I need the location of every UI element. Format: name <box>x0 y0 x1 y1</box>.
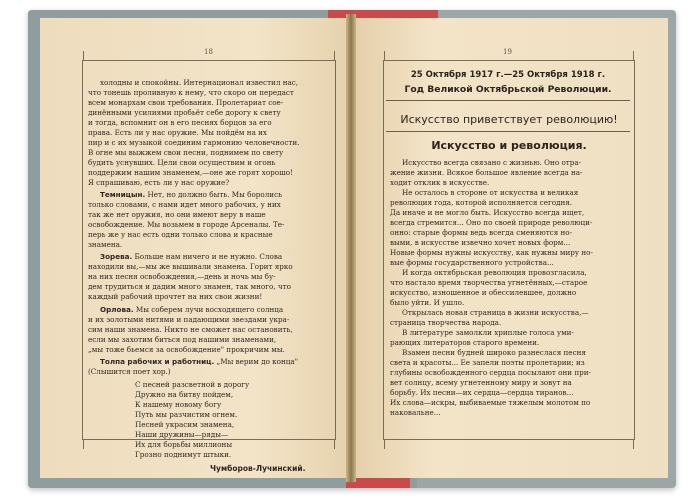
crowd-speech <box>88 357 330 377</box>
speech-line: так же нет оружия, но они имеют веру в наше <box>88 210 266 219</box>
art-heading: Искусство приветствует революцию! <box>400 113 618 126</box>
speech-line: „Мы верим до конца" <box>214 357 299 366</box>
text-line: глубины освобожденного сердца посылают они при- <box>390 368 591 377</box>
frame-tick <box>83 439 84 449</box>
speech-line: каждый рабочий прочтет на них свои жизни! <box>88 292 263 301</box>
verse-line: Дружно на битву пойдем, <box>135 390 234 399</box>
text-line: вет солнцу, всему угнетенному миру и зовут на <box>390 378 572 387</box>
verse-line: К нашему новому богу <box>135 400 222 409</box>
frame-tick <box>334 439 335 449</box>
text-line: жение жизни. Всякое большое явление всегда на- <box>390 168 583 177</box>
text-line: Взамен песни будней широко разнеслася песня <box>402 348 586 357</box>
speech-line: находили вы,—мы же вышивали знамена. Горит ярко <box>88 262 293 271</box>
text-line: Новые формы нужны искусству, как нужны миру но- <box>390 248 593 257</box>
text-line: всем монархам свои требования. Пролетариат сое- <box>88 98 284 107</box>
text-line: Открылась новая страница в жизни искусства,— <box>402 308 589 317</box>
text-line: будить уснувших. Цели свои осуществим и огонь <box>88 158 276 167</box>
speaker-name: Темницын. <box>100 190 146 199</box>
verse-line: Наши дружины—ряды— <box>135 430 229 439</box>
text-line: борьбу. Их песни—их сердца—сердца тиранов... <box>390 388 574 397</box>
right-page-number: 19 <box>503 48 512 56</box>
section-title: Искусство и революция. <box>431 139 587 152</box>
text-line: пир и с их музыкой соединим гармонию человечности. <box>88 138 300 147</box>
text-line: В огне мы выжжем свои песни, поднимем по свету <box>88 148 284 157</box>
song-verse <box>135 380 285 460</box>
text-line: поддержим нашим знаменем,—оне же горят хорошо! <box>88 168 293 177</box>
frame-tick <box>384 439 385 449</box>
speech-line: перь же у нас есть одни только слова и красные <box>88 230 273 239</box>
frame-tick <box>83 51 84 61</box>
text-line: права. Есть ли у нас оружие. Мы пойдём на их <box>88 128 267 137</box>
speech-line: „мы тоже бьемся за освобождение" прокричим мы. <box>88 345 285 354</box>
text-line: Я спрашиваю, есть ли у нас оружие? <box>88 178 230 187</box>
text-line: вые формы государственного устройства... <box>390 258 554 267</box>
speaker-name: Зорева. <box>100 252 133 261</box>
frame-tick <box>633 439 634 449</box>
heading-rule <box>386 131 630 132</box>
speaker-name: Орлова. <box>100 305 134 314</box>
text-line: В литературе замолкли хриплые голоса уми- <box>402 328 574 337</box>
text-line: холодны и спокойны. Интернационал известил нас, <box>100 78 299 87</box>
text-line: Искусство всегда связано с жизнью. Оно отра- <box>402 158 582 167</box>
verse-line: Песней украсим знамена, <box>135 420 235 429</box>
author-signature: Чумборов-Лучинский. <box>210 464 306 473</box>
speech-line: Больше нам ничего и не нужно. Слова <box>132 252 283 261</box>
speech-line: если мы захотим биться под нашими знаменами, <box>88 335 277 344</box>
text-line: рающих литераторов старого времени. <box>390 338 540 347</box>
speech-line: знамена. <box>88 240 123 249</box>
frame-tick <box>633 51 634 61</box>
left-opening-paragraph <box>88 78 330 188</box>
verse-line: Их для борьбы миллионы <box>135 440 233 449</box>
verse-line: Путь мы разчистим огнем. <box>135 410 238 419</box>
speech-line: Мы соберем лучи восходящего солнца <box>133 305 284 314</box>
text-line: Да иначе и не могло быть. Искусство всегда ищет, <box>390 208 585 217</box>
stage-direction: (Слышится поет хор.) <box>88 367 171 376</box>
speech-line: дем трудиться и дадим много знамен, так много, что <box>88 282 291 291</box>
zoreva-speech <box>88 252 330 302</box>
verse-line: Грозно поднимут штыки. <box>135 450 232 459</box>
text-line: что тонешь проливную к нему, что скоро он передаст <box>88 88 294 97</box>
text-line: Их слова—искры, выбиваемые тяжелым молотом по <box>390 398 591 407</box>
frame-tick <box>384 51 385 61</box>
text-line: онно: старые формы ведь всегда сменяются но- <box>390 228 573 237</box>
speech-line: освобождение. Мы возьмем в городе Арсеналы. Те- <box>88 220 285 229</box>
text-line: что настало время творчества угнетённых,—старое <box>390 278 588 287</box>
text-line: Не осталось в стороне от искусства и великая <box>402 188 579 197</box>
text-line: было уйти. И ушло. <box>390 298 465 307</box>
speech-line: на них песня освобождения,—день и ночь мы бу- <box>88 272 276 281</box>
text-line: всегда стремится... Оно по своей природе революци- <box>390 218 593 227</box>
frame-tick <box>334 51 335 61</box>
text-line: наковальне... <box>390 408 441 417</box>
year-heading: Год Великой Октябрьской Революции. <box>404 84 612 95</box>
date-heading: 25 Октября 1917 г.—25 Октября 1918 г. <box>410 70 606 80</box>
verse-line: С песней разсветной в дорогу <box>135 380 250 389</box>
speech-line: и их золотыми нитями и падающими звездами укра- <box>88 315 290 324</box>
text-line: И когда октябрьская революция провозгласила, <box>402 268 587 277</box>
text-line: страница творчества народа. <box>390 318 502 327</box>
text-line: искусство, изношенное и обессилевшее, должно <box>390 288 577 297</box>
speaker-name: Толпа рабочих и работниц. <box>100 357 215 366</box>
orlova-speech <box>88 305 330 355</box>
speech-line: Нет, но должно быть. Мы боролись <box>145 190 283 199</box>
left-page-number: 18 <box>204 48 213 56</box>
speech-line: сим наши знамена. Никто не сможет нас остановить, <box>88 325 293 334</box>
text-line: и тогда, вспомнит он в его песнях борцов за его <box>88 118 272 127</box>
text-line: света и красоты... Ее запели поэты пролетарии; из <box>390 358 585 367</box>
book-gutter <box>346 14 356 482</box>
text-line: ходит отклик в искусстве. <box>390 178 490 187</box>
temnitsyn-speech <box>88 190 330 250</box>
speech-line: только словами, с нами идет много рабочих, у них <box>88 200 281 209</box>
heading-rule <box>386 100 630 101</box>
text-line: выми, в искусстве извечно хочет новых форм... <box>390 238 571 247</box>
text-line: динёнными усилиями пробьёт себе дорогу к свету <box>88 108 281 117</box>
article-body <box>390 158 628 418</box>
text-line: революция года, которой исполняется сегодня. <box>390 198 573 207</box>
